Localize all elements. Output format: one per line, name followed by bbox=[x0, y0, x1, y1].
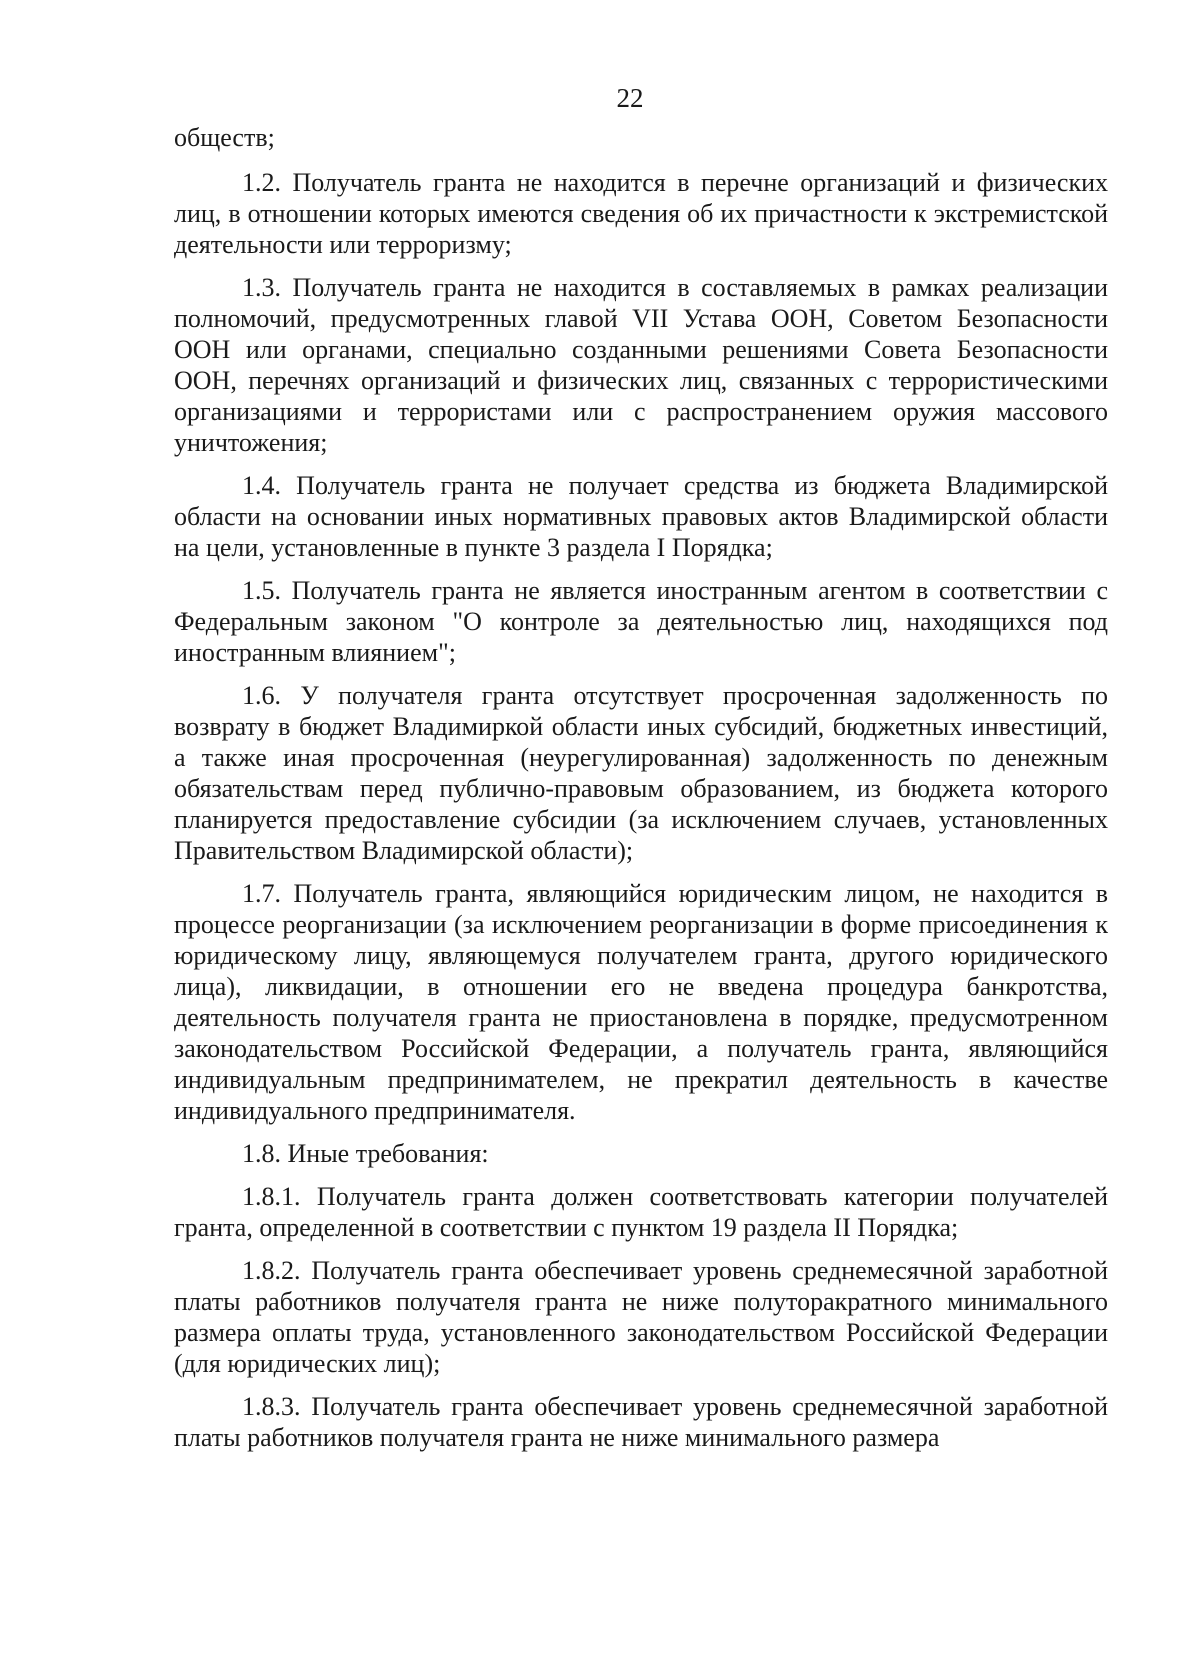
paragraph-1-8-2: 1.8.2. Получатель гранта обеспечивает уровень среднемесячной заработной платы работников получателя гранта не ниже полуторакратного минимального размера оплаты труда, установленного законодательством Российской Федерации (для юридических лиц); bbox=[174, 1256, 1108, 1378]
paragraph-1-8: 1.8. Иные требования: bbox=[242, 1139, 489, 1168]
paragraph-1-8-1: 1.8.1. Получатель гранта должен соответствовать категории получателей гранта, определенной в соответствии с пунктом 19 раздела II Порядка; bbox=[174, 1182, 1108, 1242]
paragraph-1-3: 1.3. Получатель гранта не находится в составляемых в рамках реализации полномочий, предусмотренных главой VII Устава ООН, Советом Безопасности ООН или органами, специально созданными решениями Совета Безопасности ООН, перечнях организаций и физических лиц, связанных с террористическими организациями и террористами или с распространением оружия массового уничтожения; bbox=[174, 273, 1108, 457]
document-body bbox=[174, 122, 1108, 1465]
paragraph-1-5: 1.5. Получатель гранта не является иностранным агентом в соответствии с Федеральным законом "О контроле за деятельностью лиц, находящихся под иностранным влиянием"; bbox=[174, 576, 1108, 667]
paragraph-1-7: 1.7. Получатель гранта, являющийся юридическим лицом, не находится в процессе реорганизации (за исключением реорганизации в форме присоединения к юридическому лицу, являющемуся получателем гранта, другого юридического лица), ликвидации, в отношении его не введена процедура банкротства, деятельность получателя гранта не приостановлена в порядке, предусмотренном законодательством Российской Федерации, а получатель гранта, являющийся индивидуальным предпринимателем, не прекратил деятельность в качестве индивидуального предпринимателя. bbox=[174, 879, 1108, 1125]
page-number: 22 bbox=[616, 83, 644, 113]
paragraph-1-8-3: 1.8.3. Получатель гранта обеспечивает уровень среднемесячной заработной платы работников получателя гранта не ниже минимального размера bbox=[174, 1392, 1108, 1452]
paragraph-1-6: 1.6. У получателя гранта отсутствует просроченная задолженность по возврату в бюджет Владимиркой области иных субсидий, бюджетных инвестиций, а также иная просроченная (неурегулированная) задолженность по денежным обязательствам перед публично-правовым образованием, из бюджета которого планируется предоставление субсидии (за исключением случаев, установленных Правительством Владимирской области); bbox=[174, 681, 1108, 865]
paragraph-1-4: 1.4. Получатель гранта не получает средства из бюджета Владимирской области на основании иных нормативных правовых актов Владимирской области на цели, установленные в пункте 3 раздела I Порядка; bbox=[174, 471, 1108, 562]
paragraph-continuation: обществ; bbox=[174, 123, 275, 152]
paragraph-1-2: 1.2. Получатель гранта не находится в перечне организаций и физических лиц, в отношении которых имеются сведения об их причастности к экстремистской деятельности или терроризму; bbox=[174, 168, 1108, 259]
